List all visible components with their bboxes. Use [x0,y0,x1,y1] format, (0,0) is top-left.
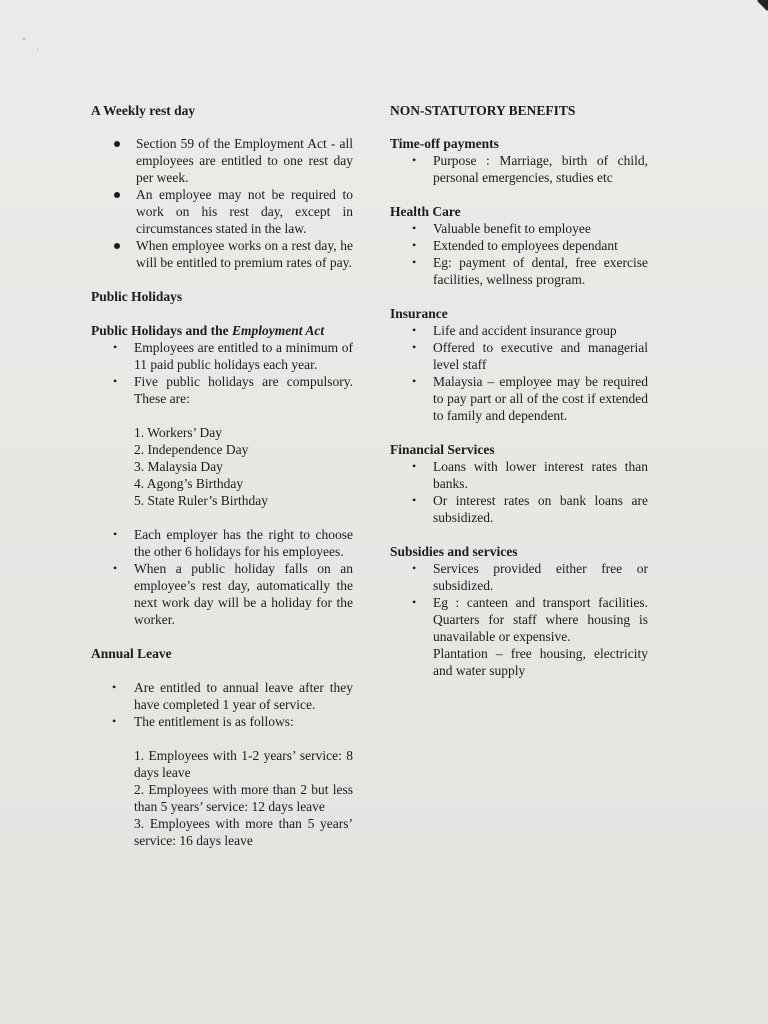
weekly-rest-heading: A Weekly rest day [91,103,196,118]
ph-rules-list [91,526,353,628]
list-item: When employee works on a rest day, he will be entitled to premium rates of pay. [91,237,353,271]
list-item: • Extended to employees dependant [390,237,648,254]
holiday-item: 5. State Ruler’s Birthday [134,493,268,508]
weekly-rest-list [91,135,353,271]
ph-act-heading-italic: Employment Act [232,323,325,338]
list-item: An employee may not be required to work on his rest day, except in circumstances stated in the law. [91,186,353,237]
subsidies-heading: Subsidies and services [390,544,518,559]
timeoff-heading: Time-off payments [390,136,499,151]
leave-item: 2. Employees with more than 2 but less than 5 years’ service: 12 days leave [134,782,353,814]
compulsory-holidays-list [91,424,353,509]
list-item: • Are entitled to annual leave after they have completed 1 year of service. [91,679,353,713]
annual-leave-list [91,679,353,730]
list-item: • Or interest rates on bank loans are subsidized. [390,492,648,526]
list-item: • Valuable benefit to employee [390,220,648,237]
scan-speck: · [36,44,39,54]
ph-act-list [91,339,353,407]
right-column [390,102,648,679]
insurance-heading: Insurance [390,306,448,321]
list-item: • The entitlement is as follows: [91,713,353,730]
scan-speck: “ [22,36,26,46]
list-item: • Loans with lower interest rates than banks. [390,458,648,492]
public-holidays-heading: Public Holidays [91,289,183,304]
list-item: Section 59 of the Employment Act - all employees are entitled to one rest day per week. [91,135,353,186]
list-item: • Employees are entitled to a minimum of 11 paid public holidays each year. [91,339,353,373]
health-heading: Health Care [390,204,461,219]
left-column [91,102,353,849]
annual-leave-heading: Annual Leave [91,646,172,661]
holiday-item: 2. Independence Day [134,442,249,457]
plantation-note: Plantation – free housing, electricity and water supply [433,646,648,678]
leave-entitlement-list [91,747,353,849]
ph-act-heading [91,322,353,339]
list-item: • Malaysia – employee may be required to pay part or all of the cost if extended to family and dependent. [390,373,648,424]
timeoff-list [390,152,648,186]
leave-item: 1. Employees with 1-2 years’ service: 8 days leave [134,748,353,780]
list-item: • Purpose : Marriage, birth of child, personal emergencies, studies etc [390,152,648,186]
financial-list [390,458,648,526]
list-item: • Eg : canteen and transport facilities. Quarters for staff where housing is unavailable or expensive. [390,594,648,645]
holiday-item: 1. Workers’ Day [134,425,223,440]
list-item: • Each employer has the right to choose the other 6 holidays for his employees. [91,526,353,560]
list-item: • Life and accident insurance group [390,322,648,339]
holiday-item: 3. Malaysia Day [134,459,223,474]
subsidies-list [390,560,648,645]
financial-heading: Financial Services [390,442,495,457]
non-statutory-title: NON-STATUTORY BENEFITS [390,103,576,118]
corner-mark [757,0,768,11]
list-item: • Eg: payment of dental, free exercise facilities, wellness program. [390,254,648,288]
insurance-list [390,322,648,424]
leave-item: 3. Employees with more than 5 years’ service: 16 days leave [134,816,353,848]
list-item: • When a public holiday falls on an employee’s rest day, automatically the next work day will be a holiday for the worker. [91,560,353,628]
holiday-item: 4. Agong’s Birthday [134,476,244,491]
ph-act-heading-prefix: Public Holidays and the [91,323,233,338]
list-item: • Offered to executive and managerial level staff [390,339,648,373]
list-item: • Five public holidays are compulsory. These are: [91,373,353,407]
health-list [390,220,648,288]
list-item: • Services provided either free or subsidized. [390,560,648,594]
